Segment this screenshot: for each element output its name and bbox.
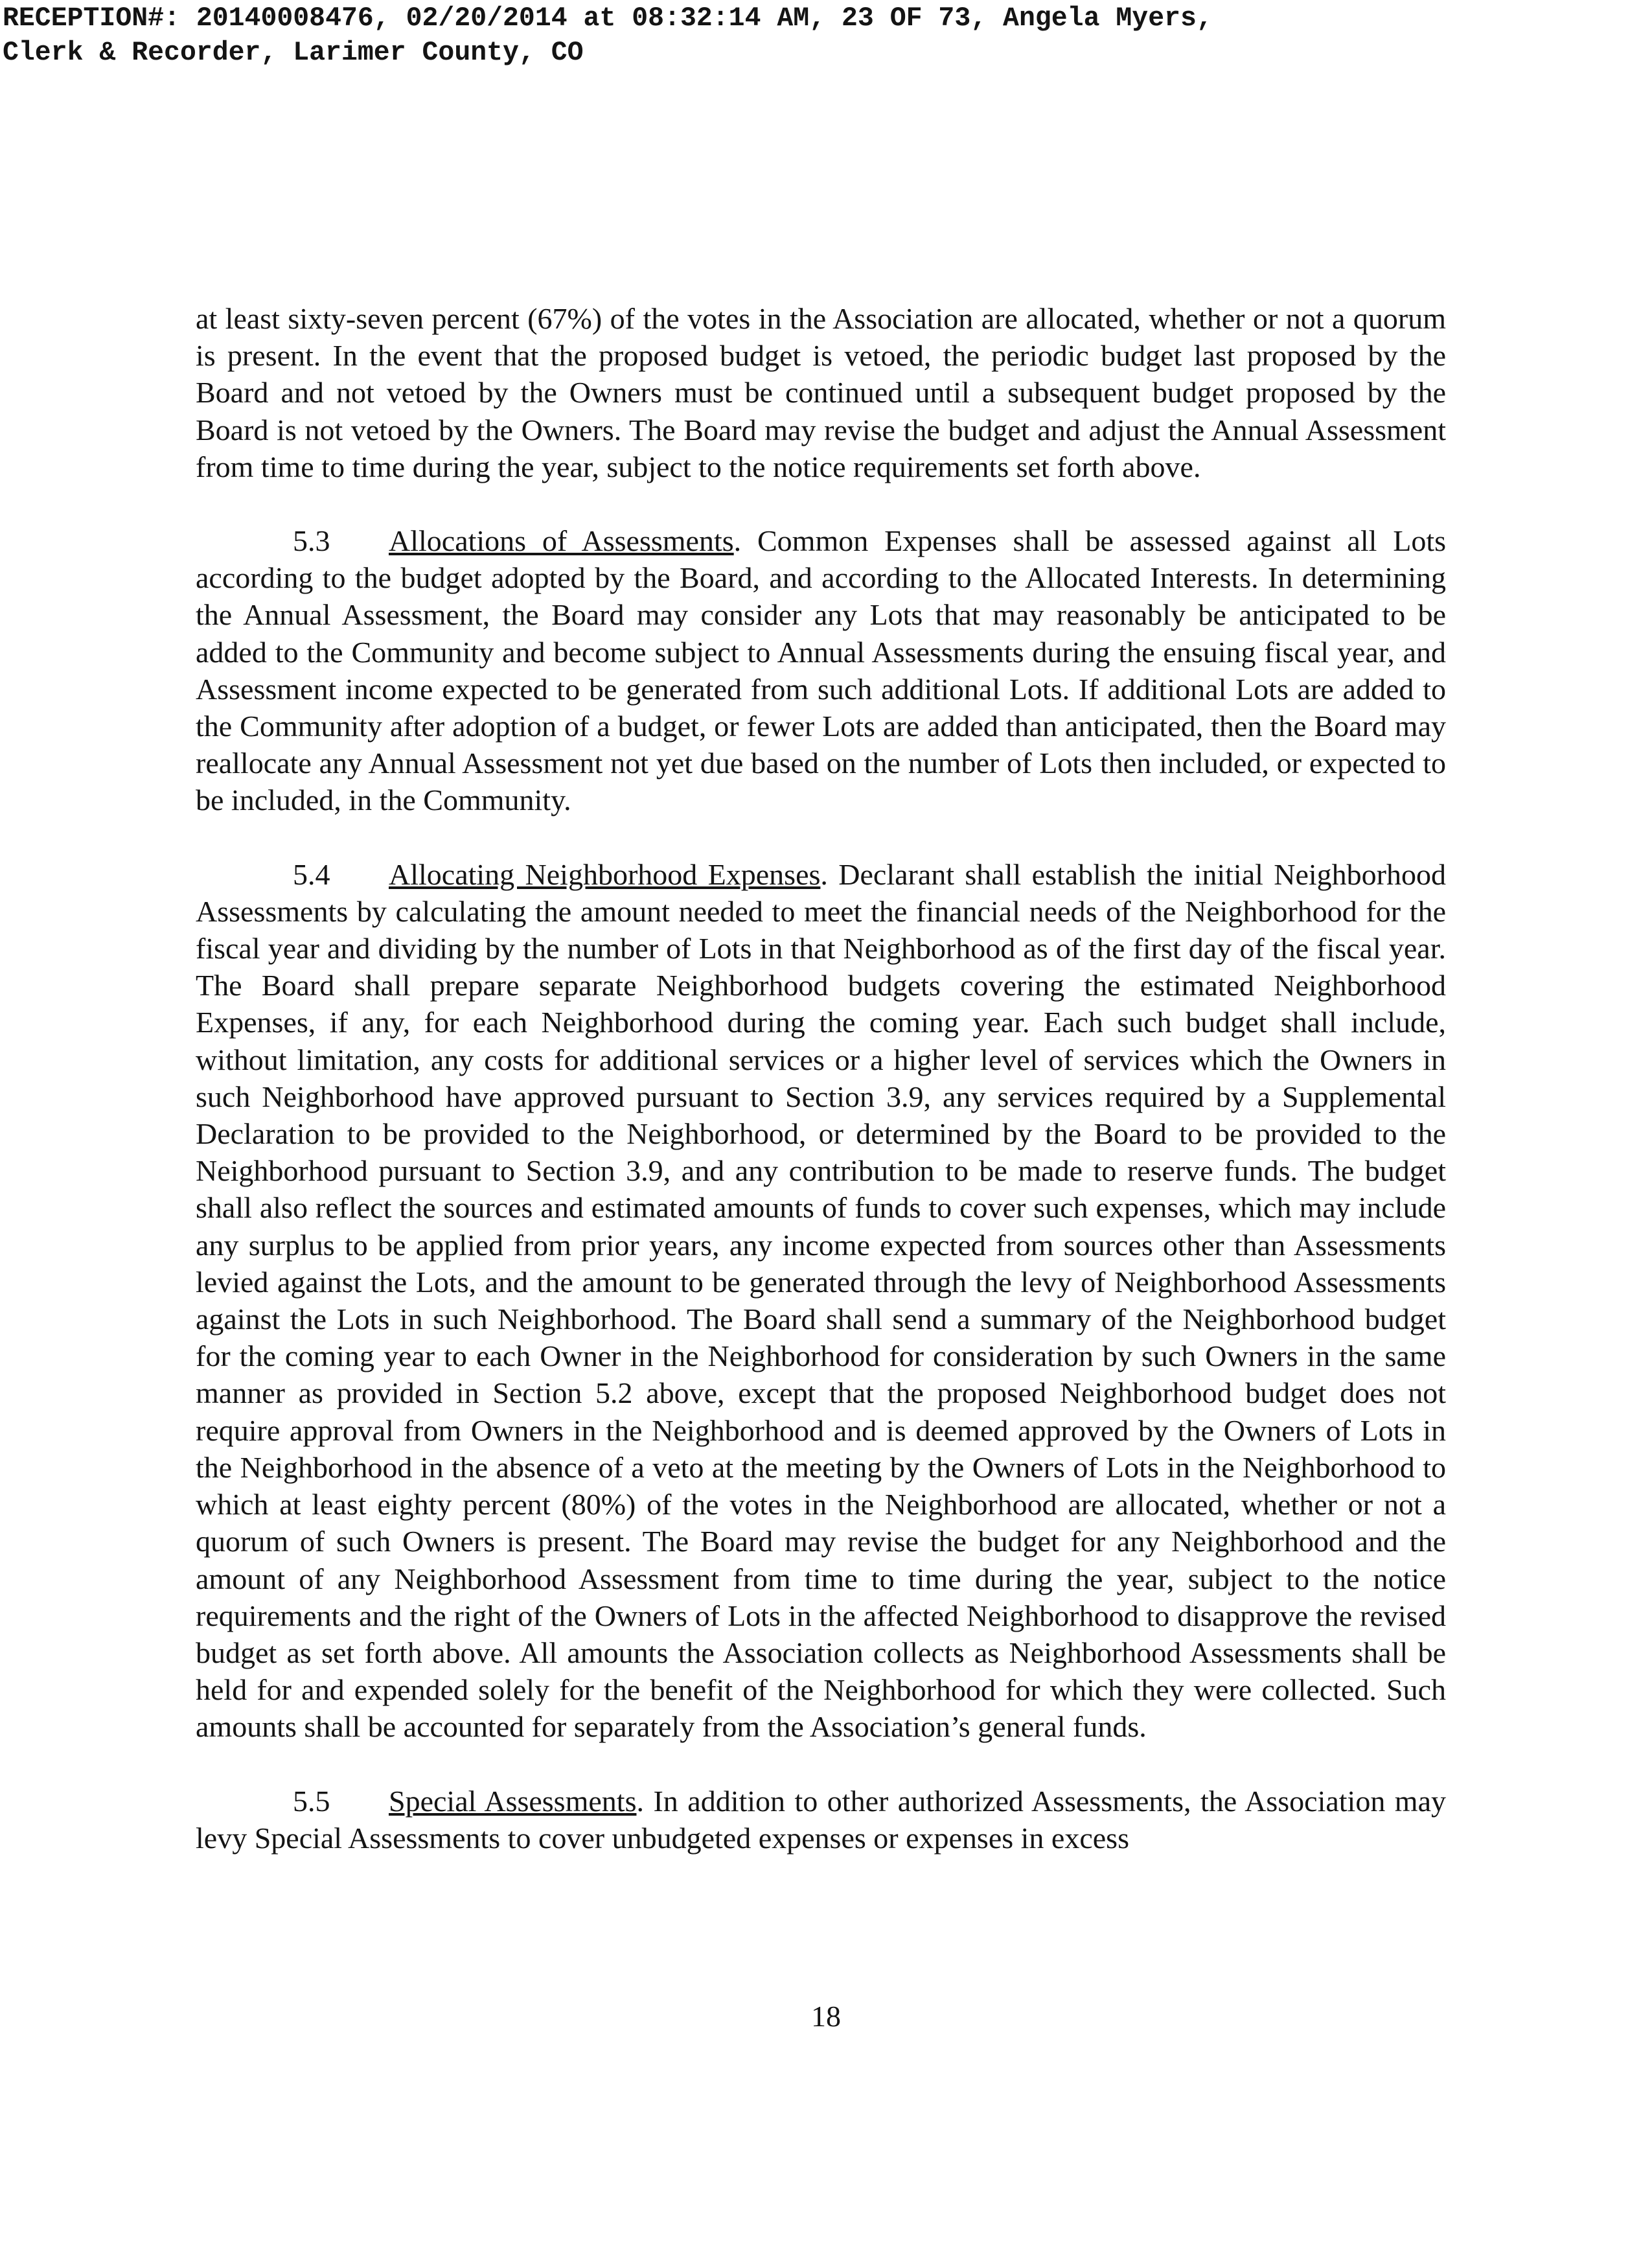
section-text: Declarant shall establish the initial Neighborhood Assessments by calculating the amount needed to meet the financial needs of the Neighborhood for the fiscal year and dividing by the number of Lots in that Neighborhood as of the first day of the fiscal year. The Board shall prepare separate Neighborhood budgets covering the estimated Neighborhood Expenses, if any, for each Neighborhood during the coming year. Each such budget shall include, without limitation, any costs for additional services or a higher level of services which the Owners in such Neighborhood have approved pursuant to Section 3.9, any services required by a Supplemental Declaration to be provided to the Neighborhood, or determined by the Board to be provided to the Neighborhood pursuant to Section 3.9, and any contribution to be made to reserve funds. The budget shall also reflect the sources and estimated amounts of funds to cover such expenses, which may include any surplus to be applied from prior years, any income expected from sources other than Assessments levied against the Lots, and the amount to be generated through the levy of Neighborhood Assessments against the Lots in such Neighborhood. The Board shall send a summary of the Neighborhood budget for the coming year to each Owner in the Neighborhood for consideration by such Owners in the same manner as provided in Section 5.2 above, except that the proposed Neighborhood budget does not require approval from Owners in the Neighborhood and is deemed approved by the Owners of Lots in the Neighborhood in the absence of a veto at the meeting by the Owners of Lots in the Neighborhood to which at least eighty percent (80%) of the votes in the Neighborhood are allocated, whether or not a quorum of such Owners is present. The Board may revise the budget for any Neighborhood and the amount of any Neighborhood Assessment from time to time during the year, subject to the notice requirements and the right of the Owners of Lots in the affected Neighborhood to disapprove the revised budget as set forth above. All amounts the Association collects as Neighborhood Assessments shall be held for and expended solely for the benefit of the Neighborhood for which they were collected. Such amounts shall be accounted for separately from the Association’s general funds. xyxy=(196,857,1446,1744)
recording-stamp-line-1: RECEPTION#: 20140008476, 02/20/2014 at 08:32:14 AM, 23 OF 73, Angela Myers, xyxy=(3,3,1213,34)
section-number: 5.4 xyxy=(293,857,330,891)
document-body xyxy=(196,300,1446,1856)
section-number: 5.3 xyxy=(293,524,330,558)
section-5-3: 5.3 Allocations of Assessments. Common Expenses shall be assessed against all Lots according to the budget adopted by the Board, and according to the Allocated Interests. In determining the Annual Assessment, the Board may consider any Lots that may reasonably be anticipated to be added to the Community and become subject to Annual Assessments during the ensuing fiscal year, and Assessment income expected to be generated from such additional Lots. If additional Lots are added to the Community after adoption of a budget, or fewer Lots are added than anticipated, then the Board may reallocate any Annual Assessment not yet due based on the number of Lots then included, or expected to be included, in the Community. xyxy=(196,522,1446,819)
section-number: 5.5 xyxy=(293,1784,330,1818)
section-text: Common Expenses shall be assessed against all Lots according to the budget adopted by the Board, and according to the Allocated Interests. In determining the Annual Assessment, the Board may consider any Lots that may reasonably be anticipated to be added to the Community and become subject to Annual Assessments during the ensuing fiscal year, and Assessment income expected to be generated from such additional Lots. If additional Lots are added to the Community after adoption of a budget, or fewer Lots are added than anticipated, then the Board may reallocate any Annual Assessment not yet due based on the number of Lots then included, or expected to be included, in the Community. xyxy=(196,524,1447,817)
section-title: Special Assessments xyxy=(389,1784,637,1818)
opening-paragraph: at least sixty-seven percent (67%) of the votes in the Association are allocated, whether or not a quorum is present. In the event that the proposed budget is vetoed, the periodic budget last proposed by the Board and not vetoed by the Owners must be continued until a subsequent budget proposed by the Board is not vetoed by the Owners. The Board may revise the budget and adjust the Annual Assessment from time to time during the year, subject to the notice requirements set forth above. xyxy=(196,302,1446,483)
section-text: In addition to other authorized Assessments, the Association may levy Special Assessments to cover unbudgeted expenses or expenses in excess xyxy=(196,1784,1447,1855)
page-number: 18 xyxy=(811,2000,841,2033)
section-5-4: 5.4 Allocating Neighborhood Expenses. Declarant shall establish the initial Neighborhood Assessments by calculating the amount needed to meet the financial needs of the Neighborhood for the fiscal year and dividing by the number of Lots in that Neighborhood as of the first day of the fiscal year. The Board shall prepare separate Neighborhood budgets covering the estimated Neighborhood Expenses, if any, for each Neighborhood during the coming year. Each such budget shall include, without limitation, any costs for additional services or a higher level of services which the Owners in such Neighborhood have approved pursuant to Section 3.9, any services required by a Supplemental Declaration to be provided to the Neighborhood, or determined by the Board to be provided to the Neighborhood pursuant to Section 3.9, and any contribution to be made to reserve funds. The budget shall also reflect the sources and estimated amounts of funds to cover such expenses, which may include any surplus to be applied from prior years, any income expected from sources other than Assessments levied against the Lots, and the amount to be generated through the levy of Neighborhood Assessments against the Lots in such Neighborhood. The Board shall send a summary of the Neighborhood budget for the coming year to each Owner in the Neighborhood for consideration by such Owners in the same manner as provided in Section 5.2 above, except that the proposed Neighborhood budget does not require approval from Owners in the Neighborhood and is deemed approved by the Owners of Lots in the Neighborhood in the absence of a veto at the meeting by the Owners of Lots in the Neighborhood to which at least eighty percent (80%) of the votes in the Neighborhood are allocated, whether or not a quorum of such Owners is present. The Board may revise the budget for any Neighborhood and the amount of any Neighborhood Assessment from time to time during the year, subject to the notice requirements and the right of the Owners of Lots in the affected Neighborhood to disapprove the revised budget as set forth above. All amounts the Association collects as Neighborhood Assessments shall be held for and expended solely for the benefit of the Neighborhood for which they were collected. Such amounts shall be accounted for separately from the Association’s general funds. xyxy=(196,856,1446,1746)
section-5-5: 5.5 Special Assessments. In addition to other authorized Assessments, the Association may levy Special Assessments to cover unbudgeted expenses or expenses in excess xyxy=(196,1783,1446,1856)
recording-stamp xyxy=(3,1,1635,70)
section-title: Allocations of Assessments xyxy=(389,524,734,558)
section-title: Allocating Neighborhood Expenses xyxy=(389,857,821,891)
recording-stamp-line-2: Clerk & Recorder, Larimer County, CO xyxy=(3,38,584,68)
